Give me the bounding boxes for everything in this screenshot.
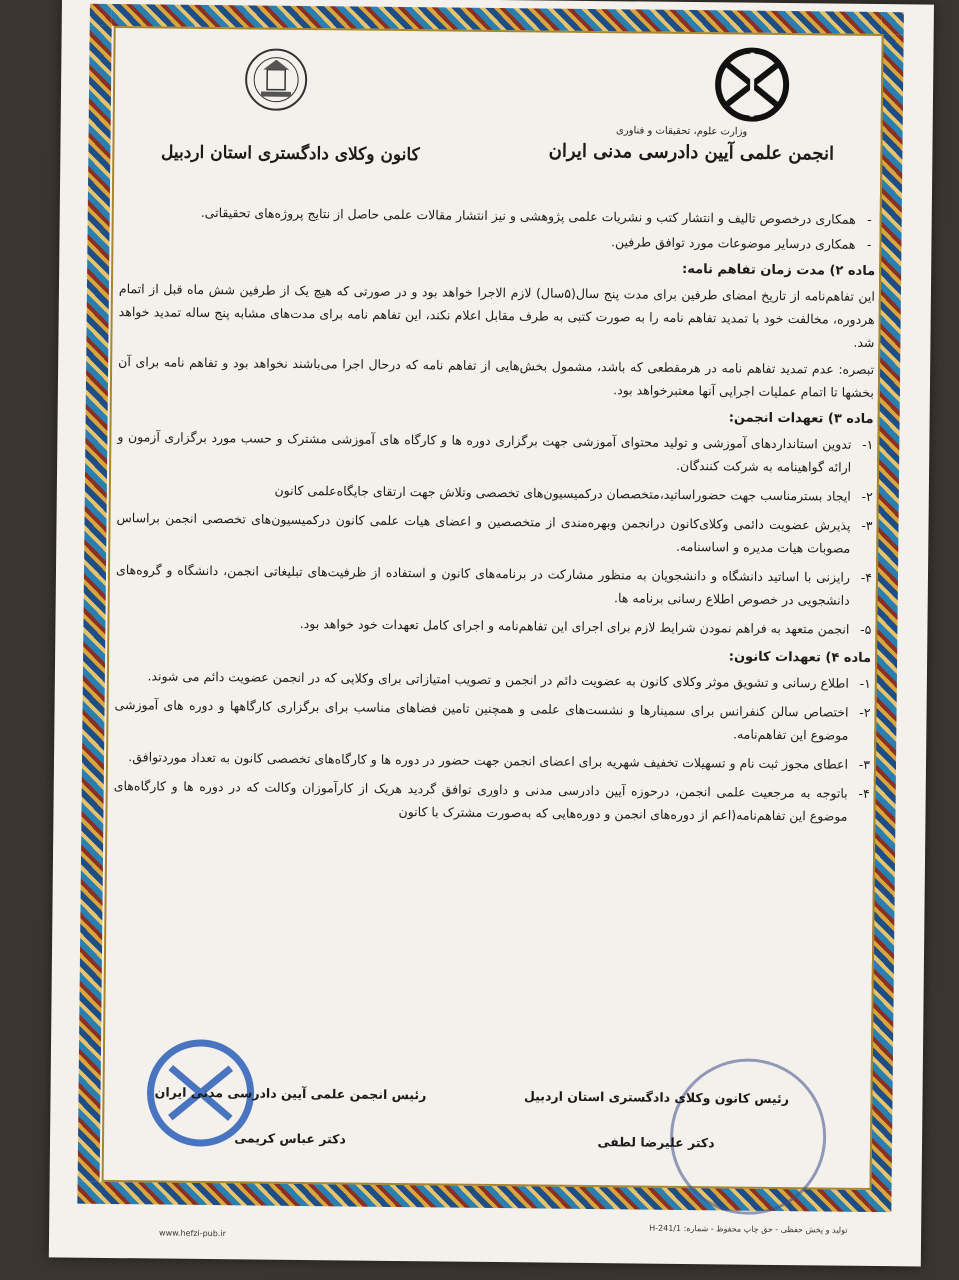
list-item: ۵- انجمن متعهد به فراهم نمودن شرایط لازم برای اجرای این تفاهم‌نامه و اجرای کامل تعهدات خود خواهد بود. <box>299 615 872 637</box>
list-item: ۲- اختصاص سالن کنفرانس برای سمینارها و نشست‌های علمی و همچنین تامین فضاهای مناسب برای برگزاری کارگاهها و دوره های آموزشی موضوع این تفاهم‌نامه. <box>114 697 871 743</box>
list-item: ۳- پذیرش عضویت دائمی وکلای‌کانون درانجمن وبهره‌مندی از متخصصین و اعضای هیات علمی کانون درکمیسیون‌های تخصصی انجمن براساس مصوبات هیات مدیره و اساسنامه. <box>116 510 873 556</box>
bar-president-signature: رئیس کانون وکلای دادگستری استان اردبیل دکتر علیرضا لطفی <box>523 1088 790 1151</box>
bar-association-emblem-icon <box>241 39 312 120</box>
association-title: انجمن علمی آیین دادرسی مدنی ایران <box>548 140 835 165</box>
list-item: ۲- ایجاد بسترمناسب جهت حضوراساتید،متخصصان درکمیسیون‌های تخصصی وتلاش جهت ارتقای جایگاه‌علمی کانون <box>274 482 873 504</box>
list-item: - همکاری درخصوص تالیف و انتشار کتب و نشریات علمی پژوهشی و نیز انتشار مقالات علمی حاصل از نتایج پروژه‌های تحقیقاتی. <box>200 204 872 227</box>
list-item: ۱- اطلاع رسانی و تشویق موثر وکلای کانون به عضویت دائم در انجمن و تصویب امتیازاتی برای وکلایی که در انجمن عضویت دائم می شوند. <box>147 668 871 691</box>
association-logo-icon <box>707 44 798 125</box>
article-2-paragraph: این تفاهم‌نامه از تاریخ امضای طرفین برای مدت پنج سال(۵سال) لازم الاجرا خواهد بود و در صورتی که هیچ یک از طرفین شش ماه قبل از اتمام هردوره، مخالفت خود با تمدید تفاهم نامه را به صورت کتبی به طرف مقابل اعلام نکند، این تفاهم نامه برای مدت‌های مشابه پنج ساله تمدید خواهد شد. <box>118 281 875 350</box>
article-3-heading: ماده ۳) تعهدات انجمن: <box>728 410 874 427</box>
ministry-subtitle: وزارت علوم، تحقیقات و فناوری <box>615 125 748 138</box>
article-2-note: تبصره: عدم تمدید تفاهم نامه در هرمقطعی که باشد، مشمول بخش‌هایی از تفاهم نامه که درحال اجرا می‌باشند نخواهد بود و تفاهم نامه برای آن بخشها تا اتمام عملیات اجرایی آنها معتبرخواهد بود. <box>118 354 875 400</box>
article-4-heading: ماده ۴) تعهدات کانون: <box>728 649 872 666</box>
list-item: ۳- اعطای مجوز ثبت نام و تسهیلات تخفیف شهریه برای اعضای انجمن جهت حضور در دوره ها و کارگاه‌های تخصصی کانون به تعداد موردتوافق. <box>128 749 871 772</box>
document-sheet <box>49 0 934 1266</box>
association-president-signature: رئیس انجمن علمی آیین دادرسی مدنی ایران دکتر عباس کریمی <box>154 1084 427 1147</box>
article-2-heading: ماده ۲) مدت زمان تفاهم نامه: <box>681 261 876 279</box>
list-item: ۱- تدوین استانداردهای آموزشی و تولید محتوای آموزشی جهت برگزاری دوره ها و کارگاه های آموزشی مشترک و حسب مورد برگزاری آزمون و ارائه گواهینامه به شرکت کنندگان. <box>117 429 874 475</box>
footer-note: تولید و پخش حفظی - حق چاپ محفوظ - شماره: H-241/1 <box>649 1223 848 1235</box>
footer-url: www.hefzi-pub.ir <box>159 1228 226 1239</box>
document-body <box>113 200 876 834</box>
document-header <box>120 32 878 200</box>
bar-association-title: کانون وکلای دادگستری استان اردبیل <box>160 142 420 166</box>
list-item: - همکاری درسایر موضوعات مورد توافق طرفین. <box>611 234 872 252</box>
signatures <box>110 1072 867 1180</box>
list-item: ۴- باتوجه به مرجعیت علمی انجمن، درحوزه آیین دادرسی مدنی و داوری توافق گردید هریک از کارآموزان وکالت که در دوره ها و کارگاه‌های موضوع این تفاهم‌نامه(اعم از دوره‌های انجمن و دوره‌هایی که به‌صورت مشترک با کانون <box>113 778 870 824</box>
list-item: ۴- رایزنی با اساتید دانشگاه و دانشجویان به منظور مشارکت در برنامه‌های کانون و استفاده از ظرفیت‌های تبلیغاتی انجمن، دانشگاه و گروه‌های دانشجویی در خصوص اطلاع رسانی برنامه ها. <box>115 562 873 608</box>
document-content <box>110 32 878 1184</box>
